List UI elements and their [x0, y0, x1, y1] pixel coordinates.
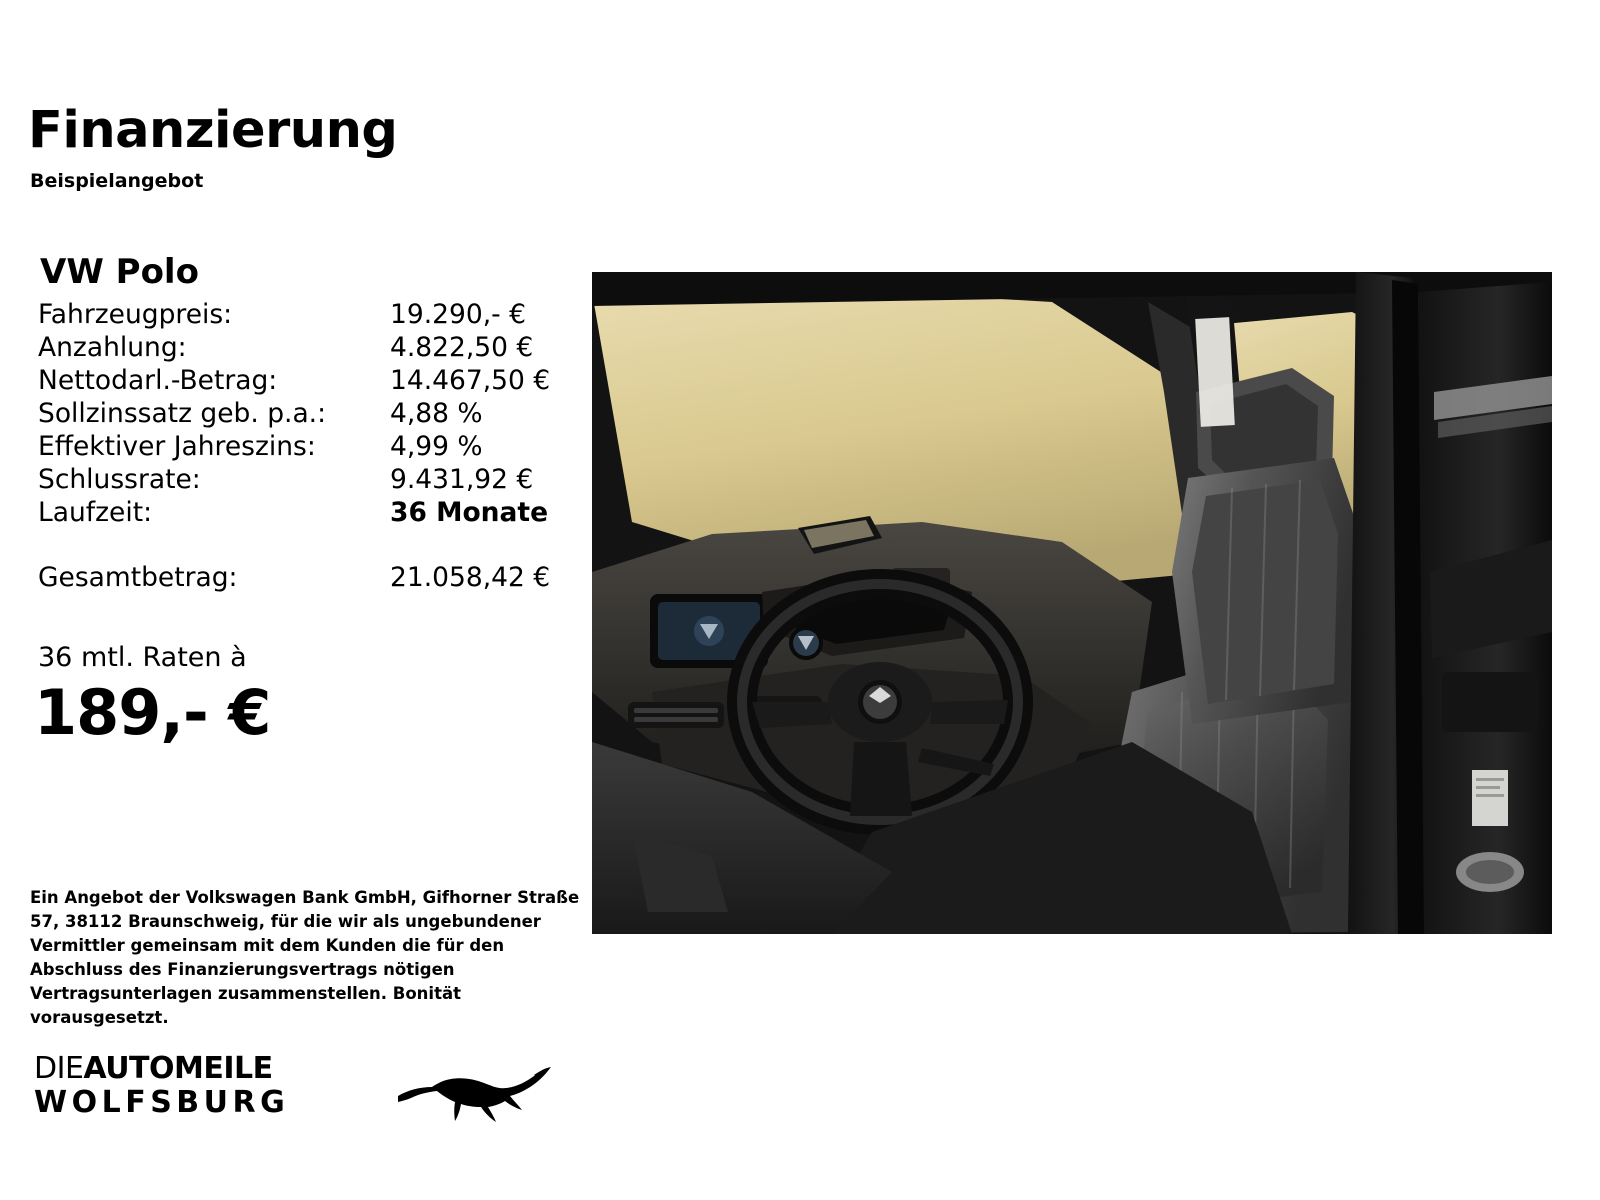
dealer-logo-line1: [34, 1052, 374, 1086]
row-label: Effektiver Jahreszins:: [38, 431, 316, 462]
dealer-logo-line2: WOLFSBURG: [34, 1085, 290, 1120]
table-row: [38, 397, 578, 430]
table-spacer: [38, 529, 578, 561]
dealer-logo: [34, 1052, 554, 1138]
running-horse-icon: [394, 1060, 554, 1130]
table-row: [38, 298, 578, 331]
page-title: Finanzierung: [28, 101, 398, 160]
row-value: 14.467,50 €: [390, 365, 551, 396]
row-value: 4,99 %: [390, 431, 483, 462]
row-label: Fahrzeugpreis:: [38, 299, 233, 330]
page-subtitle: Beispielangebot: [30, 170, 204, 192]
vehicle-model-name: VW Polo: [40, 252, 199, 292]
row-value: 4.822,50 €: [390, 332, 534, 363]
table-row: [38, 463, 578, 496]
table-row: [38, 364, 578, 397]
row-label: Anzahlung:: [38, 332, 187, 363]
total-value: 21.058,42 €: [390, 562, 551, 593]
row-label: Sollzinssatz geb. p.a.:: [38, 398, 327, 429]
row-label: Schlussrate:: [38, 464, 201, 495]
row-value: 4,88 %: [390, 398, 483, 429]
table-row: [38, 496, 578, 529]
monthly-rate-label: 36 mtl. Raten à: [38, 642, 247, 673]
row-label: Laufzeit:: [38, 497, 153, 528]
monthly-rate-amount: 189,- €: [34, 676, 271, 749]
row-value: 9.431,92 €: [390, 464, 534, 495]
table-row: [38, 430, 578, 463]
finance-details-table: [38, 298, 578, 594]
total-label: Gesamtbetrag:: [38, 562, 238, 593]
table-row: [38, 331, 578, 364]
dealer-logo-die: DIE: [34, 1051, 84, 1086]
row-label: Nettodarl.-Betrag:: [38, 365, 278, 396]
legal-disclaimer: Ein Angebot der Volkswagen Bank GmbH, Gifhorner Straße 57, 38112 Braunschweig, für die wir als ungebundener Vermittler gemeinsam mit dem Kunden die für den Abschluss des Finanzierungsvertrags nötigen Vertragsunterlagen zusammenstellen. Bonität vorausgesetzt.: [30, 888, 580, 1027]
row-value: 19.290,- €: [390, 299, 526, 330]
row-value: 36 Monate: [390, 497, 549, 528]
dealer-logo-automeile: AUTOMEILE: [83, 1051, 273, 1086]
total-amount-row: [38, 561, 578, 594]
dealer-logo-text: [34, 1052, 374, 1120]
vehicle-interior-photo: [592, 272, 1552, 934]
